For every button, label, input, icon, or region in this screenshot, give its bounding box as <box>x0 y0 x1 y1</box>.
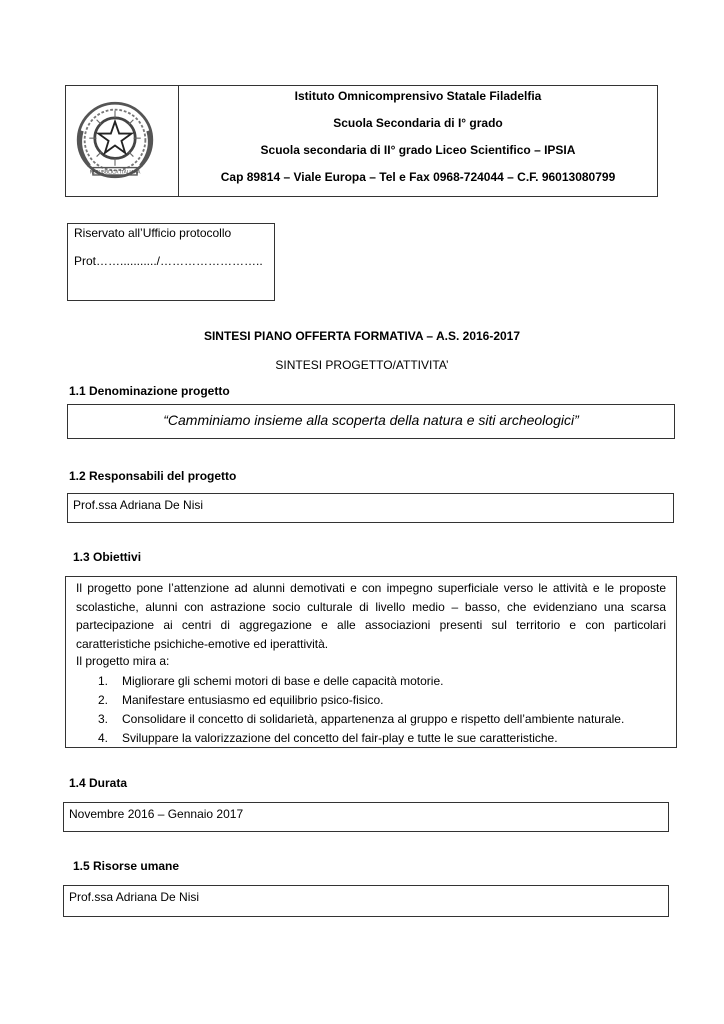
obiettivi-paragraph: Il progetto pone l’attenzione ad alunni demotivati e con impegno superficiale verso le attività e le proposte scolastiche, alunni con astrazione socio culturale di livello medio – basso, che evidenziano una scarsa partecipazione ai centri di aggregazione e alle associazioni presenti sul territorio e con particolari caratteristiche psichiche-emotive ed iperattività. <box>76 581 666 652</box>
italian-republic-emblem-icon <box>69 94 161 186</box>
section-heading-obiettivi: 1.3 Obiettivi <box>73 550 142 564</box>
project-name-box <box>67 404 675 439</box>
list-item: 4. Sviluppare la valorizzazione del concetto del fair-play e tutte le sue caratteristiche. <box>98 731 558 745</box>
durata-box <box>63 802 669 832</box>
school-contacts: Cap 89814 – Viale Europa – Tel e Fax 0968-724044 – C.F. 96013080799 <box>220 170 616 184</box>
protocol-number-field: Prot…….........../…………………….. <box>74 254 263 268</box>
section-heading-durata: 1.4 Durata <box>69 776 128 790</box>
obiettivi-list <box>76 672 671 748</box>
protocol-label: Riservato all’Ufficio protocollo <box>74 226 232 240</box>
school-level-2: Scuola secondaria di II° grado Liceo Scientifico – IPSIA <box>260 143 576 157</box>
section-heading-risorse: 1.5 Risorse umane <box>73 859 180 873</box>
obiettivi-intro: Il progetto mira a: <box>76 654 170 668</box>
risorse-box <box>63 885 669 917</box>
obiettivi-box <box>65 576 677 748</box>
school-header <box>65 85 658 197</box>
list-item: 1. Migliorare gli schemi motori di base e delle capacità motorie. <box>98 674 444 688</box>
school-level-1: Scuola Secondaria di I° grado <box>333 116 503 130</box>
section-heading-denominazione: 1.1 Denominazione progetto <box>69 384 230 398</box>
document-subtitle: SINTESI PROGETTO/ATTIVITA’ <box>275 358 449 372</box>
project-name: “Camminiamo insieme alla scoperta della natura e siti archeologici” <box>163 412 579 428</box>
risorse-value: Prof.ssa Adriana De Nisi <box>69 890 200 904</box>
document-title: SINTESI PIANO OFFERTA FORMATIVA – A.S. 2016-2017 <box>203 329 521 343</box>
list-item: 2. Manifestare entusiasmo ed equilibrio psico-fisico. <box>98 693 384 707</box>
school-name: Istituto Omnicomprensivo Statale Filadelfia <box>294 89 542 103</box>
protocol-box <box>67 223 275 301</box>
list-item: 3. Consolidare il concetto di solidarietà, appartenenza al gruppo e rispetto dell’ambiente naturale. <box>98 712 625 726</box>
section-heading-responsabili: 1.2 Responsabili del progetto <box>69 469 237 483</box>
responsabili-box <box>67 493 674 523</box>
emblem-lettering: REPUBBLICA ITALIANA <box>89 170 141 176</box>
durata-value: Novembre 2016 – Gennaio 2017 <box>69 807 244 821</box>
responsabili-value: Prof.ssa Adriana De Nisi <box>73 498 204 512</box>
